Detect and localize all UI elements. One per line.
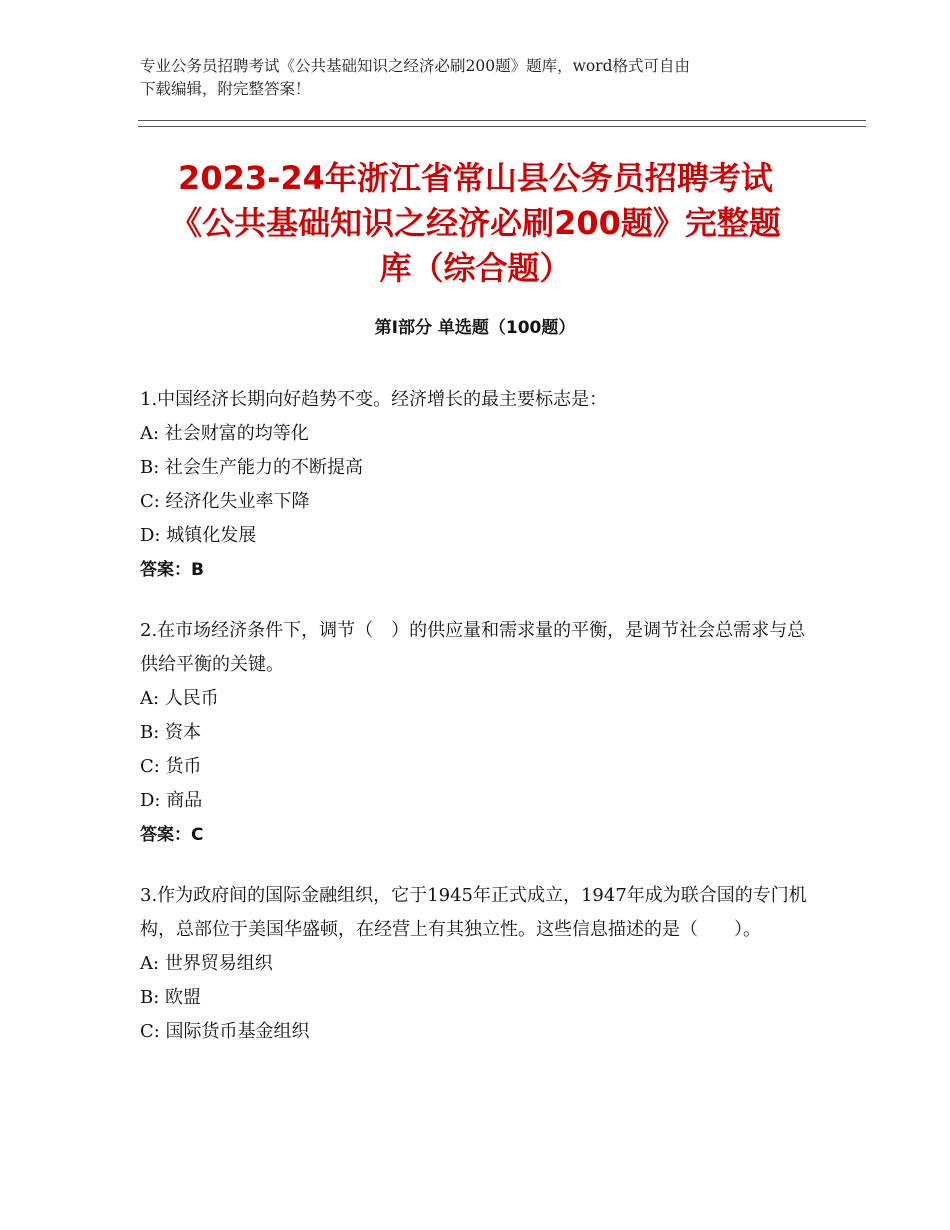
header-note-line-1: 专业公务员招聘考试《公共基础知识之经济必刷200题》题库，word格式可自由 xyxy=(140,57,691,75)
question-2 xyxy=(140,614,810,852)
document-title-line-1: 2023-24年浙江省常山县公务员招聘考试 xyxy=(178,159,773,197)
question-1 xyxy=(140,383,810,587)
answer: 答案：B xyxy=(140,560,204,580)
header-divider xyxy=(138,120,866,127)
option-b: B: 资本 xyxy=(140,722,202,743)
option-c: C: 货币 xyxy=(140,756,202,777)
question-stem: 1.中国经济长期向好趋势不变。经济增长的最主要标志是： xyxy=(140,389,608,410)
document-title-line-2: 《公共基础知识之经济必刷200题》完整题 xyxy=(170,204,781,242)
question-3 xyxy=(140,879,810,1049)
question-list xyxy=(140,383,810,1076)
question-stem: 2.在市场经济条件下，调节（ ）的供应量和需求量的平衡，是调节社会总需求与总供给平衡的关键。 xyxy=(140,620,806,675)
header-note xyxy=(140,55,810,101)
option-a: A: 世界贸易组织 xyxy=(140,953,273,974)
option-d: D: 商品 xyxy=(140,790,203,811)
option-a: A: 社会财富的均等化 xyxy=(140,423,309,444)
document-title-line-3: 库（综合题） xyxy=(379,249,572,287)
option-b: B: 欧盟 xyxy=(140,987,202,1008)
option-b: B: 社会生产能力的不断提高 xyxy=(140,457,364,478)
option-a: A: 人民币 xyxy=(140,688,219,709)
option-c: C: 经济化失业率下降 xyxy=(140,491,310,512)
document-title xyxy=(138,156,813,291)
option-d: D: 城镇化发展 xyxy=(140,525,257,546)
question-stem: 3.作为政府间的国际金融组织，它于1945年正式成立，1947年成为联合国的专门机构，总部位于美国华盛顿，在经营上有其独立性。这些信息描述的是（ ）。 xyxy=(140,885,807,940)
option-c: C: 国际货币基金组织 xyxy=(140,1021,310,1042)
section-title: 第Ⅰ部分 单选题（100题） xyxy=(374,318,576,338)
header-note-line-2: 下载编辑，附完整答案！ xyxy=(140,80,311,98)
answer: 答案：C xyxy=(140,825,204,845)
